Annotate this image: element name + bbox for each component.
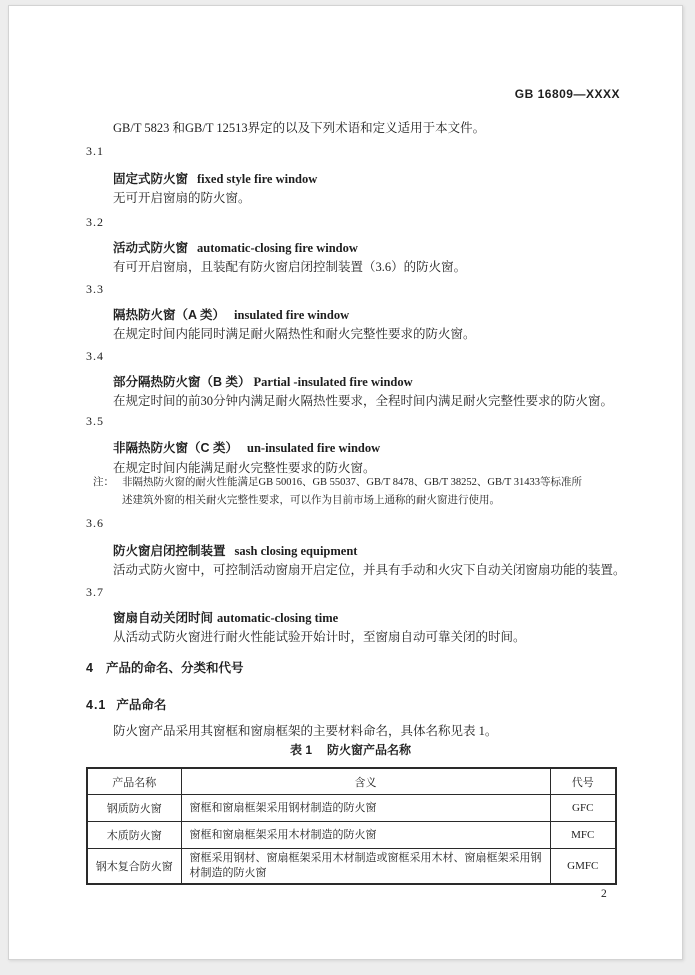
term-title-zh: 固定式防火窗 [113,172,189,186]
term-title-en: automatic-closing fire window [197,241,358,255]
term-definition-3-2: 有可开启窗扇，且装配有防火窗启闭控制装置（3.6）的防火窗。 [113,260,467,274]
term-number-3-2: 3.2 [86,215,104,229]
term-number-3-5: 3.5 [86,414,104,428]
table-row [87,795,616,822]
running-header-doc-code: GB 16809—XXXX [514,87,620,101]
term-title-en: insulated fire window [234,308,350,322]
table-1-product-names [86,767,617,885]
note-text: 非隔热防火窗的耐火性能满足GB 50016、GB 55037、GB/T 8478、GB/T 38252、GB/T 31433等标准所述建筑外窗的相关耐火完整性要求，可以作为目前市场上通称的耐火窗进行使用。 [122,477,582,506]
section-heading-4-1 [86,695,166,713]
term-title-zh: 部分隔热防火窗（B 类） [113,375,251,389]
term-title-3-4 [113,372,413,390]
cell-product-name: 木质防火窗 [87,822,181,849]
cell-meaning: 窗框和窗扇框架采用钢材制造的防火窗 [181,795,550,822]
term-title-en: Partial -insulated fire window [253,375,413,389]
column-header-product-name: 产品名称 [87,768,181,795]
term-definition-3-3: 在规定时间内能同时满足耐火隔热性和耐火完整性要求的防火窗。 [113,327,476,341]
term-title-3-5 [113,438,380,456]
term-definition-3-6: 活动式防火窗中，可控制活动窗扇开启定位，并具有手动和火灾下自动关闭窗扇功能的装置。 [113,563,626,577]
term-number-3-6: 3.6 [86,516,104,530]
section-title: 产品的命名、分类和代号 [105,661,244,675]
term-title-zh: 隔热防火窗（A 类） [113,308,226,322]
table-row [87,849,616,884]
term-number-3-4: 3.4 [86,349,104,363]
cell-code: MFC [550,822,616,849]
term-title-3-1 [113,169,317,187]
term-number-3-1: 3.1 [86,144,104,158]
cell-code: GFC [550,795,616,822]
table-caption-title: 防火窗产品名称 [327,743,412,757]
term-title-zh: 非隔热防火窗（C 类） [113,441,239,455]
term-title-zh: 防火窗启闭控制装置 [113,544,226,558]
column-header-code: 代号 [550,768,616,795]
term-definition-3-7: 从活动式防火窗进行耐火性能试验开始计时，至窗扇自动可靠关闭的时间。 [113,630,526,644]
term-title-3-7 [113,608,338,626]
term-title-en: fixed style fire window [197,172,318,186]
table-row [87,822,616,849]
cell-product-name: 钢木复合防火窗 [87,849,181,884]
term-title-en: un-insulated fire window [247,441,381,455]
section-number: 4.1 [86,698,107,712]
document-page [8,5,683,960]
term-title-en: automatic-closing time [217,611,339,625]
cell-meaning: 窗框和窗扇框架采用木材制造的防火窗 [181,822,550,849]
term-definition-3-4: 在规定时间的前30分钟内满足耐火隔热性要求，全程时间内满足耐火完整性要求的防火窗。 [113,394,614,408]
term-title-zh: 窗扇自动关闭时间 [113,611,214,625]
intro-paragraph: GB/T 5823 和GB/T 12513界定的以及下列术语和定义适用于本文件。 [113,121,486,135]
term-title-zh: 活动式防火窗 [113,241,189,255]
term-title-3-6 [113,541,357,559]
table-1-caption [86,741,615,758]
section-heading-4 [86,658,243,676]
term-definition-3-1: 无可开启窗扇的防火窗。 [113,191,251,205]
term-title-en: sash closing equipment [234,544,358,558]
term-number-3-7: 3.7 [86,585,104,599]
term-number-3-3: 3.3 [86,282,104,296]
term-title-3-2 [113,238,358,256]
note-label: 注： [93,477,114,488]
table-caption-label: 表 1 [289,743,312,757]
term-definition-3-5: 在规定时间内能满足耐火完整性要求的防火窗。 [113,461,376,475]
note-3-5 [93,474,603,510]
section-number: 4 [86,661,94,675]
table-header-row [87,768,616,795]
column-header-meaning: 含义 [181,768,550,795]
naming-paragraph: 防火窗产品采用其窗框和窗扇框架的主要材料命名，具体名称见表 1。 [113,724,498,738]
cell-meaning: 窗框采用钢材、窗扇框架采用木材制造或窗框采用木材、窗扇框架采用钢材制造的防火窗 [181,849,550,884]
cell-product-name: 钢质防火窗 [87,795,181,822]
cell-code: GMFC [550,849,616,884]
section-title: 产品命名 [116,698,167,712]
term-title-3-3 [113,305,349,323]
page-number: 2 [601,888,607,900]
